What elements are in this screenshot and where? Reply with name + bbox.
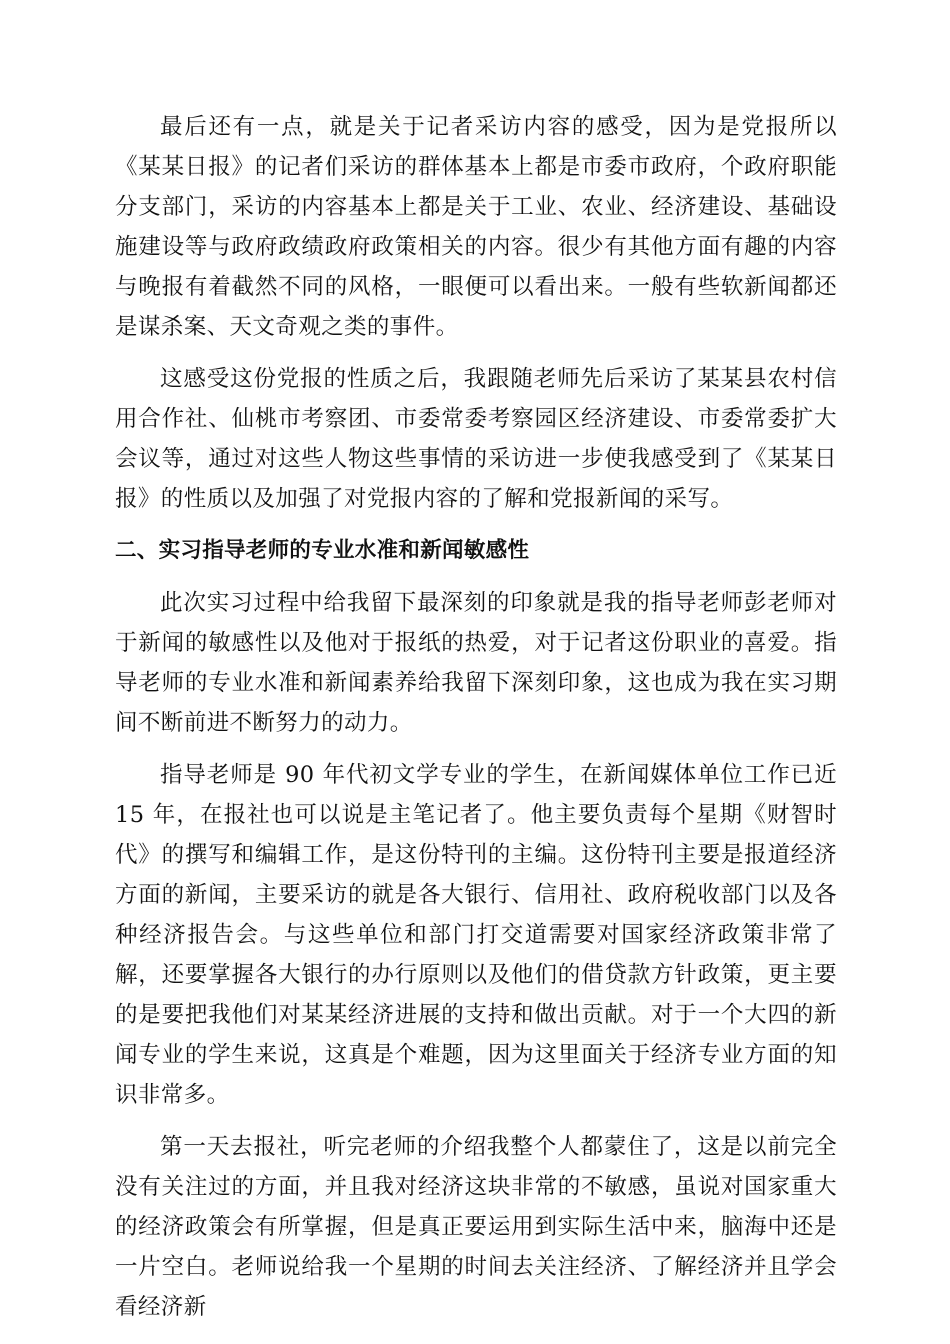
- document-body: [115, 107, 837, 1339]
- paragraph-impression: 此次实习过程中给我留下最深刻的印象就是我的指导老师彭老师对于新闻的敏感性以及他对于报纸的热爱，对于记者这份职业的喜爱。指导老师的专业水准和新闻素养给我留下深刻印象，这也成为我在实习期间不断前进不断努力的动力。: [115, 590, 837, 736]
- paragraph-first-day: 第一天去报社，听完老师的介绍我整个人都蒙住了，这是以前完全没有关注过的方面，并且我对经济这块非常的不敏感，虽说对国家重大的经济政策会有所掌握，但是真正要运用到实际生活中来，脑海中还是一片空白。老师说给我一个星期的时间去关注经济、了解经济并且学会看经济新: [115, 1134, 837, 1320]
- paragraph-party-paper-nature: 这感受这份党报的性质之后，我跟随老师先后采访了某某县农村信用合作社、仙桃市考察团、市委常委考察园区经济建设、市委常委扩大会议等，通过对这些人物这些事情的采访进一步使我感受到了《某某日报》的性质以及加强了对党报内容的了解和党报新闻的采写。: [115, 366, 837, 512]
- paragraph-mentor-background: 指导老师是 90 年代初文学专业的学生，在新闻媒体单位工作已近 15 年，在报社也可以说是主笔记者了。他主要负责每个星期《财智时代》的撰写和编辑工作，是这份特刊的主编。这份特刊主要是报道经济方面的新闻，主要采访的就是各大银行、信用社、政府税收部门以及各种经济报告会。与这些单位和部门打交道需要对国家经济政策非常了解，还要掌握各大银行的办行原则以及他们的借贷款方针政策，更主要的是要把我他们对某某经济进展的支持和做出贡献。对于一个大四的新闻专业的学生来说，这真是个难题，因为这里面关于经济专业方面的知识非常多。: [115, 762, 837, 1108]
- paragraph-reporter-content: 最后还有一点，就是关于记者采访内容的感受，因为是党报所以《某某日报》的记者们采访的群体基本上都是市委市政府，个政府职能分支部门，采访的内容基本上都是关于工业、农业、经济建设、基础设施建设等与政府政绩政府政策相关的内容。很少有其他方面有趣的内容与晚报有着截然不同的风格，一眼便可以看出来。一般有些软新闻都还是谋杀案、天文奇观之类的事件。: [115, 114, 837, 340]
- section-heading: 二、实习指导老师的专业水准和新闻敏感性: [115, 538, 530, 563]
